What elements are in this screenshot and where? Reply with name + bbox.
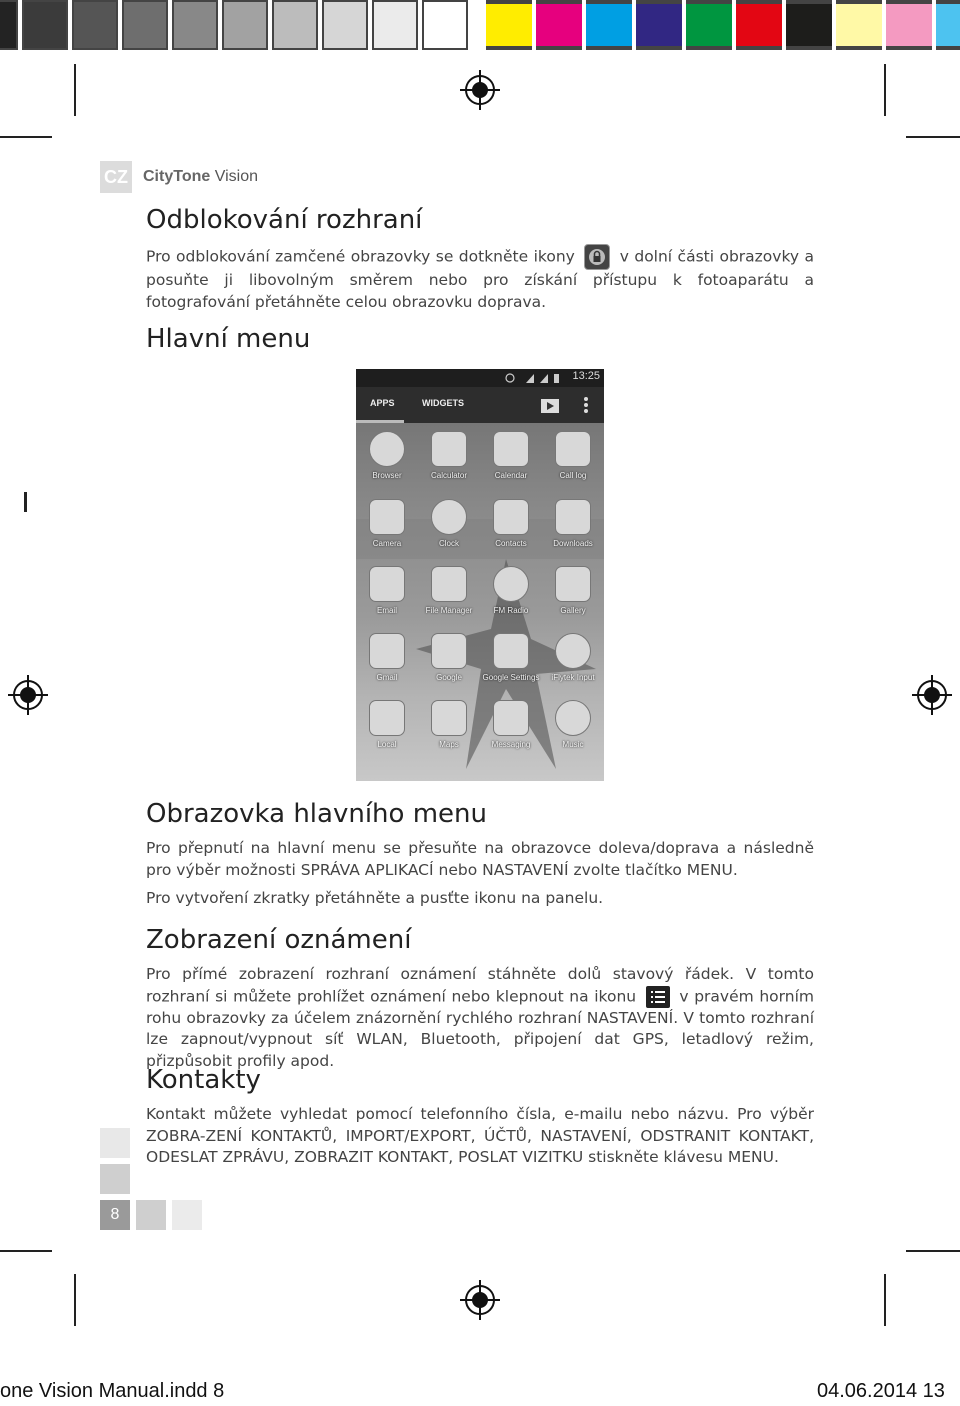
signal-icon <box>504 372 564 384</box>
gray-box <box>136 1200 166 1230</box>
contacts-icon <box>493 499 529 535</box>
color-swatch <box>836 0 882 50</box>
app-iflytek[interactable] <box>542 633 604 682</box>
gray-swatch <box>322 0 368 50</box>
gray-swatch <box>422 0 468 50</box>
app-contacts[interactable] <box>480 499 542 548</box>
play-store-icon[interactable] <box>540 395 560 415</box>
gray-swatch <box>272 0 318 50</box>
color-swatch <box>886 0 932 50</box>
tab-apps[interactable]: APPS <box>370 398 395 408</box>
crop-mark <box>884 1274 886 1326</box>
app-label: Downloads <box>553 539 593 548</box>
notifications-text-2: v pravém horním rohu obrazovky za účelem znázornění rychlého rozhraní NASTAVENÍ. V tomto rozhraní lze zapnout/vypnout síť WLAN, Bluetooth, připojení dat GPS, letadlový režim, přizpůsobit profily apod. <box>146 987 814 1070</box>
clock-icon <box>431 499 467 535</box>
app-label: Maps <box>439 740 459 749</box>
app-label: Calculator <box>430 471 467 480</box>
phone-icon <box>555 431 591 467</box>
settings-list-icon <box>646 986 670 1008</box>
brand-bold: CityTone <box>143 168 211 185</box>
app-google-settings[interactable] <box>480 633 542 682</box>
app-label: iFlytek Input <box>551 673 595 682</box>
tab-widgets[interactable]: WIDGETS <box>422 398 464 408</box>
crop-mark <box>906 1250 960 1252</box>
app-email[interactable] <box>356 566 418 615</box>
app-label: Call log <box>559 471 587 480</box>
app-music[interactable] <box>542 700 604 749</box>
calculator-icon <box>431 431 467 467</box>
app-label: Google <box>436 673 462 682</box>
app-folder[interactable] <box>418 566 480 615</box>
unlock-text-1: Pro odblokování zamčené obrazovky se dotkněte ikony <box>146 247 575 266</box>
app-label: Gmail <box>376 673 398 682</box>
gray-swatch <box>0 0 18 50</box>
tab-indicator <box>356 420 404 423</box>
app-label: Music <box>562 740 584 749</box>
phone-screenshot <box>356 369 604 781</box>
app-label: Local <box>377 740 397 749</box>
gray-box <box>100 1128 130 1158</box>
globe-icon <box>369 431 405 467</box>
messaging-icon <box>493 700 529 736</box>
color-swatch <box>636 0 682 50</box>
gallery-icon <box>555 566 591 602</box>
page-number: 8 <box>100 1200 130 1230</box>
radio-icon <box>493 566 529 602</box>
color-swatch <box>586 0 632 50</box>
color-swatch <box>936 0 960 50</box>
color-swatch <box>736 0 782 50</box>
crop-mark <box>0 136 52 138</box>
side-mark <box>24 492 27 512</box>
section-title-main-menu: Hlavní menu <box>146 324 311 354</box>
app-download[interactable] <box>542 499 604 548</box>
crop-mark <box>884 64 886 116</box>
main-menu-screen-paragraph-2: Pro vytvoření zkratky přetáhněte a pusťte ikonu na panelu. <box>146 889 604 907</box>
download-icon <box>555 499 591 535</box>
app-calculator[interactable] <box>418 431 480 480</box>
app-phone[interactable] <box>542 431 604 480</box>
color-swatch <box>686 0 732 50</box>
section-title-unlock: Odblokování rozhraní <box>146 205 423 235</box>
app-label: FM Radio <box>493 606 529 615</box>
registration-mark-icon <box>460 70 500 110</box>
section-title-notifications: Zobrazení oznámení <box>146 925 412 955</box>
app-label: Contacts <box>495 539 527 548</box>
status-bar <box>356 369 604 387</box>
crop-mark <box>74 1274 76 1326</box>
unlock-paragraph <box>146 244 814 313</box>
gray-box <box>100 1164 130 1194</box>
app-calendar[interactable] <box>480 431 542 480</box>
app-gallery[interactable] <box>542 566 604 615</box>
app-maps[interactable] <box>418 700 480 749</box>
app-label: Messaging <box>491 740 531 749</box>
camera-icon <box>369 499 405 535</box>
unlock-text-2: v dolní části obrazovky a posuňte ji libovolným směrem nebo pro získání přístupu k fotoaparátu a fotografování přetáhněte celou obrazovku doprava. <box>146 247 815 311</box>
app-label: Browser <box>372 471 402 480</box>
color-swatch <box>786 0 832 50</box>
section-title-main-menu-screen: Obrazovka hlavního menu <box>146 799 487 829</box>
app-drawer-tabs <box>356 387 604 423</box>
crop-mark <box>906 136 960 138</box>
gray-swatch <box>22 0 68 50</box>
date-slug: 04.06.2014 13 <box>817 1380 945 1402</box>
music-icon <box>555 700 591 736</box>
status-time: 13:25 <box>572 370 600 382</box>
app-globe[interactable] <box>356 431 418 480</box>
registration-mark-icon <box>912 675 952 715</box>
app-label: Clock <box>438 539 459 548</box>
calendar-icon <box>493 431 529 467</box>
gray-swatch <box>222 0 268 50</box>
lock-icon <box>584 244 610 270</box>
overflow-menu-icon[interactable] <box>582 395 590 415</box>
google-icon <box>431 633 467 669</box>
app-gmail[interactable] <box>356 633 418 682</box>
gray-swatch <box>122 0 168 50</box>
app-messaging[interactable] <box>480 700 542 749</box>
notifications-text-1: Pro přímé zobrazení rozhraní oznámení stáhněte dolů stavový řádek. V tomto rozhraní si můžete prohlížet oznámení nebo klepnout na ikonu <box>146 965 814 1005</box>
language-tag: CZ <box>100 161 132 193</box>
app-label: Gallery <box>560 606 586 615</box>
file-slug: one Vision Manual.indd 8 <box>0 1380 225 1402</box>
main-menu-screen-paragraph-1: Pro přepnutí na hlavní menu se přesuňte na obrazovce doleva/doprava a následně pro výběr možnosti SPRÁVA APLIKACÍ nebo NASTAVENÍ zvolte tlačítko MENU. <box>146 839 814 879</box>
registration-mark-icon <box>8 675 48 715</box>
app-google[interactable] <box>418 633 480 682</box>
crop-mark <box>0 1250 52 1252</box>
color-swatch <box>486 0 532 50</box>
app-map-pin[interactable] <box>356 700 418 749</box>
maps-icon <box>431 700 467 736</box>
iflytek-icon <box>555 633 591 669</box>
app-label: Calendar <box>494 471 528 480</box>
color-swatch <box>536 0 582 50</box>
registration-mark-icon <box>460 1280 500 1320</box>
crop-mark <box>74 64 76 116</box>
email-icon <box>369 566 405 602</box>
gray-box <box>172 1200 202 1230</box>
notifications-paragraph <box>146 964 814 1072</box>
google-settings-icon <box>493 633 529 669</box>
gray-swatch <box>72 0 118 50</box>
app-label: Camera <box>372 539 402 548</box>
app-label: Google Settings <box>482 673 540 682</box>
app-radio[interactable] <box>480 566 542 615</box>
gmail-icon <box>369 633 405 669</box>
map-pin-icon <box>369 700 405 736</box>
gray-swatch <box>172 0 218 50</box>
contacts-paragraph: Kontakt můžete vyhledat pomocí telefonního čísla, e-mailu nebo názvu. Pro výběr ZOBRA-ZENÍ KONTAKTŮ, IMPORT/EXPORT, ÚČTŮ, NASTAVENÍ, ODSTRANIT KONTAKT, ODESLAT ZPRÁVU, ZOBRAZIT KONTAKT, POSLAT VIZITKU stiskněte klávesu MENU. <box>146 1105 814 1166</box>
folder-icon <box>431 566 467 602</box>
section-title-contacts: Kontakty <box>146 1065 261 1095</box>
app-label: Email <box>376 606 397 615</box>
brand-name <box>143 168 258 186</box>
app-clock[interactable] <box>418 499 480 548</box>
app-camera[interactable] <box>356 499 418 548</box>
app-label: File Manager <box>425 606 473 615</box>
brand-light: Vision <box>214 168 259 185</box>
gray-swatch <box>372 0 418 50</box>
